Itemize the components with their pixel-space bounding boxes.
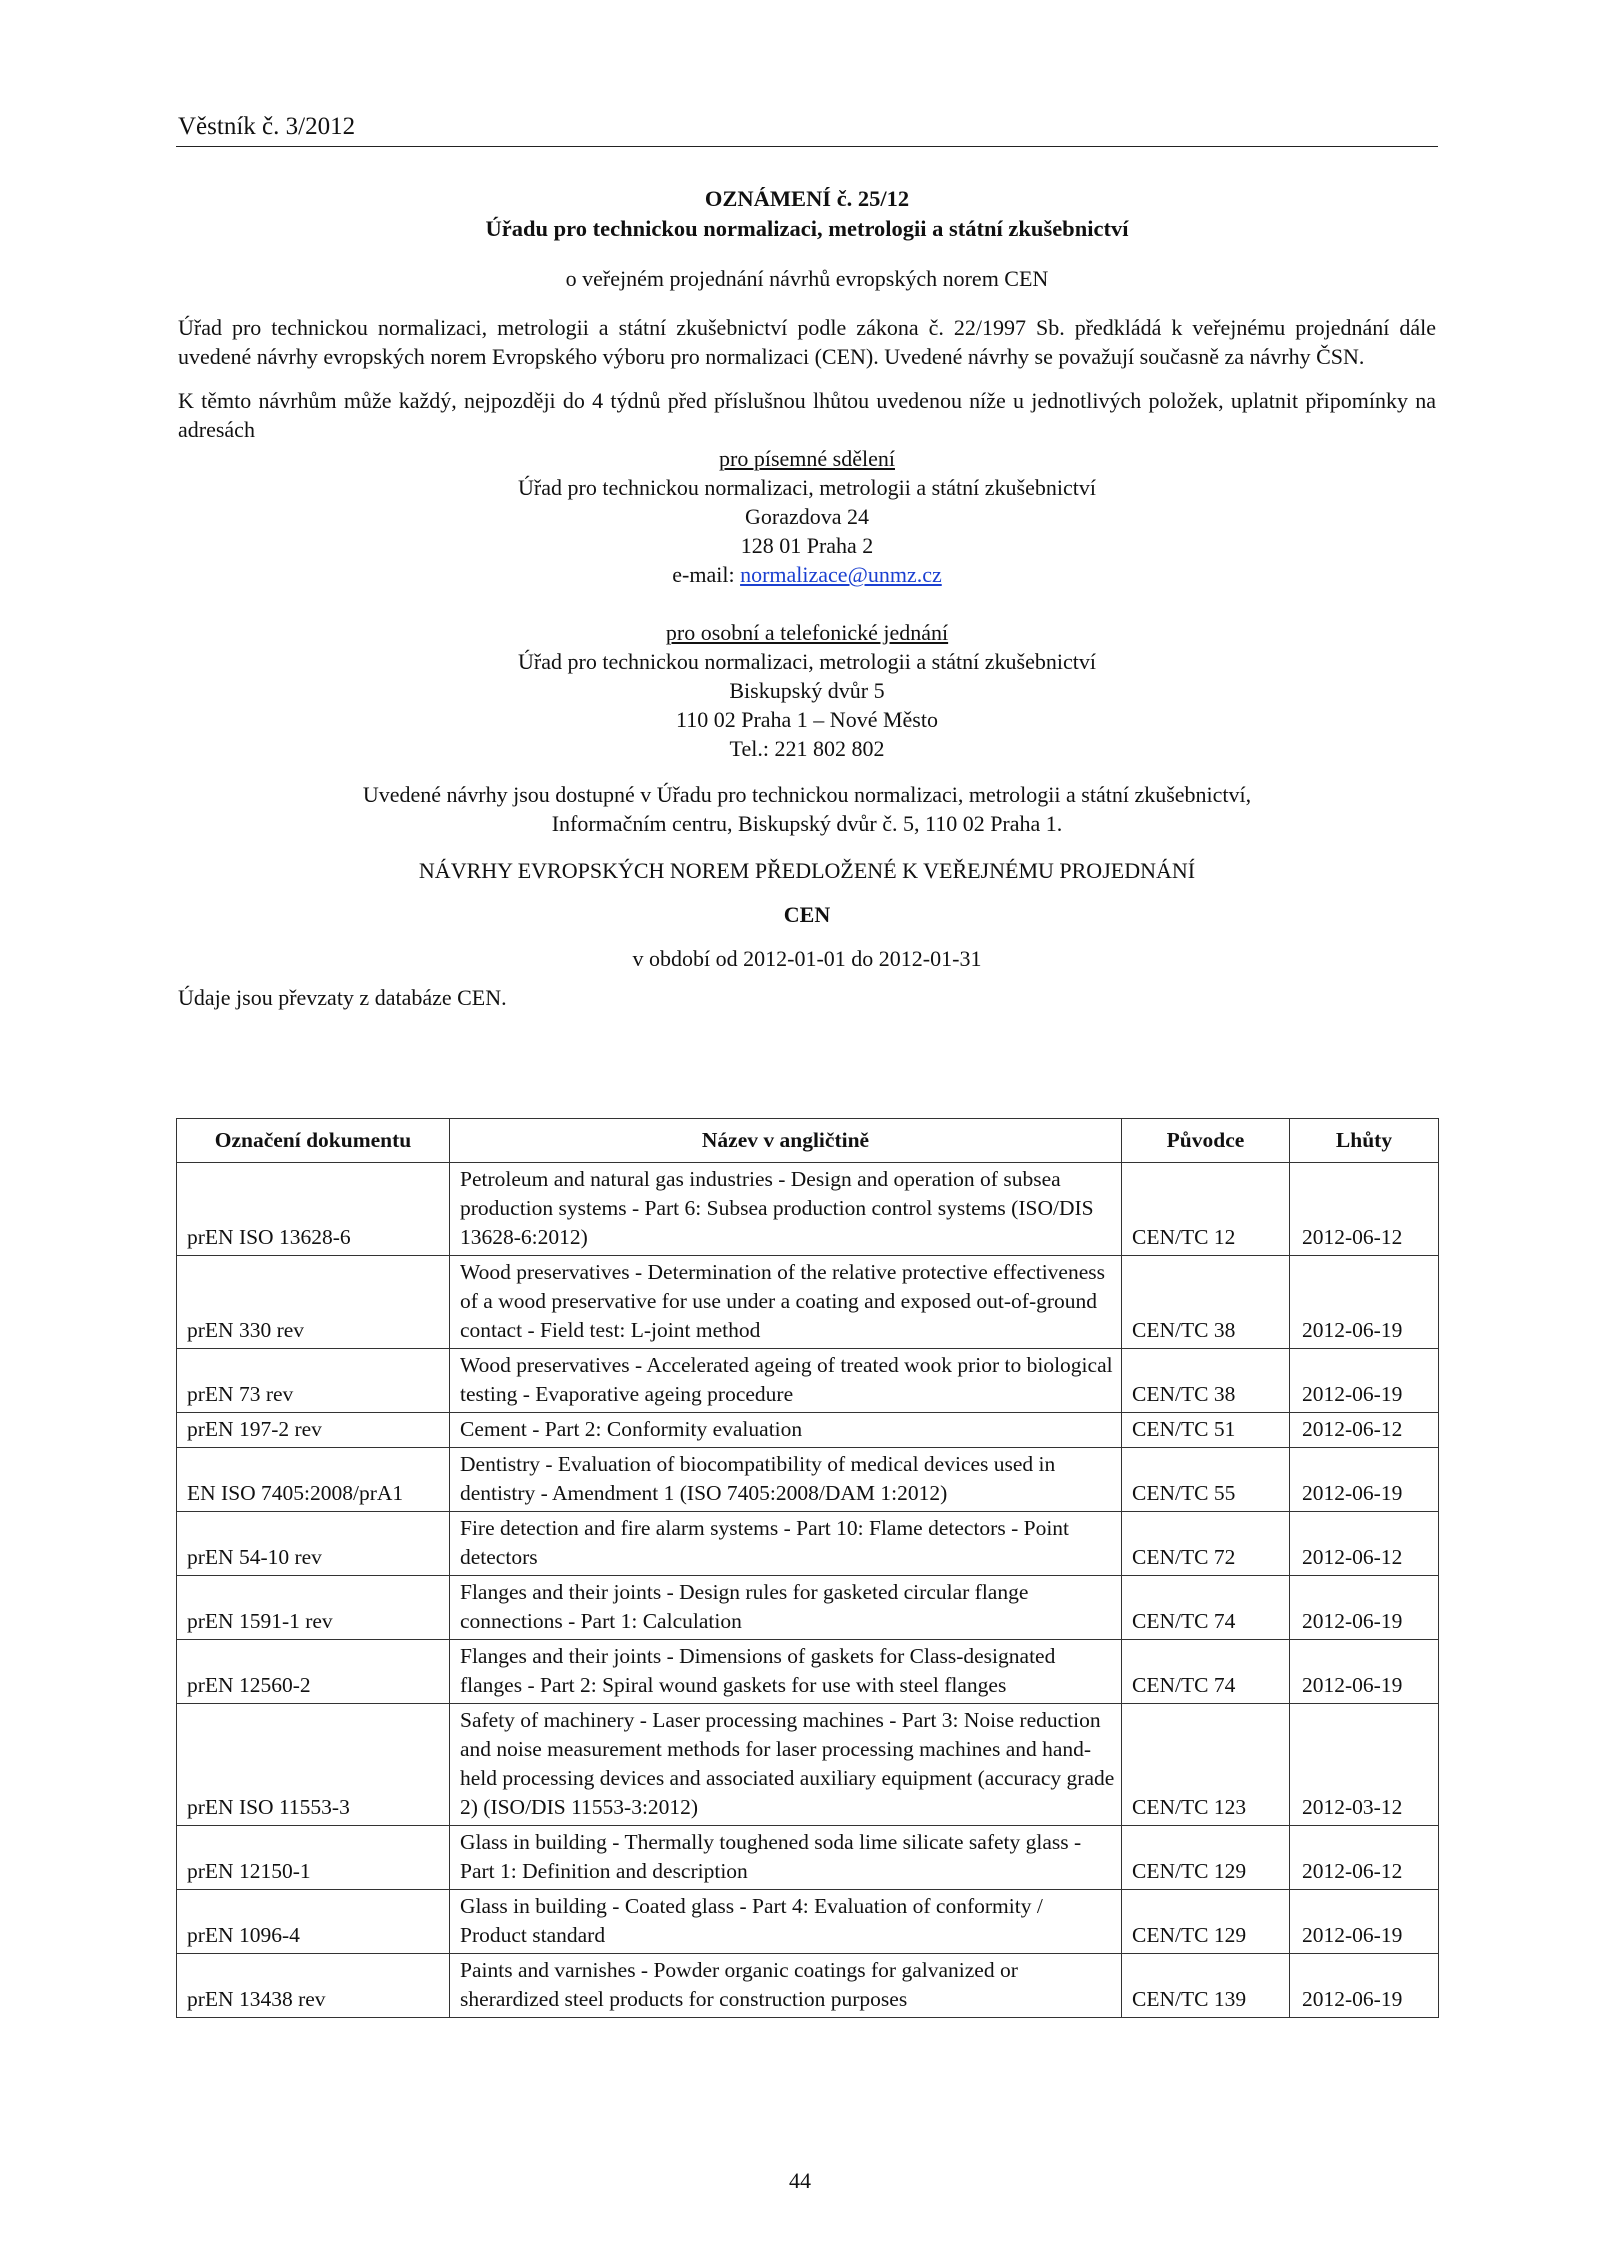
table-row <box>177 1256 1439 1349</box>
column-header-name: Název v angličtině <box>450 1119 1122 1163</box>
written-contact-city: 128 01 Praha 2 <box>740 533 874 558</box>
cell-document-id: prEN 1096-4 <box>177 1890 450 1954</box>
written-contact-email-line <box>178 560 1436 589</box>
email-label: e-mail: <box>672 562 741 587</box>
cell-document-name: Paints and varnishes - Powder organic coatings for galvanized or sherardized steel products for construction purposes <box>450 1954 1122 2018</box>
intro-paragraph: Úřad pro technickou normalizaci, metrologii a státní zkušebnictví podle zákona č. 22/1997 Sb. předkládá k veřejnému projednání dále uvedené návrhy evropských norem Evropského výboru pro normalizaci (CEN). Uvedené návrhy se považují současně za návrhy ČSN. <box>178 315 1436 369</box>
cell-origin: CEN/TC 139 <box>1122 1954 1290 2018</box>
cell-document-name: Safety of machinery - Laser processing machines - Part 3: Noise reduction and noise measurement methods for laser processing machines and hand-held processing devices and associated auxiliary equipment (accuracy grade 2) (ISO/DIS 11553-3:2012) <box>450 1704 1122 1826</box>
cell-deadline: 2012-06-12 <box>1290 1512 1439 1576</box>
announcement-title: OZNÁMENÍ č. 25/12 <box>704 186 910 211</box>
section-heading: NÁVRHY EVROPSKÝCH NOREM PŘEDLOŽENÉ K VEŘEJNÉMU PROJEDNÁNÍ <box>418 858 1196 883</box>
cell-document-id: prEN 54-10 rev <box>177 1512 450 1576</box>
table-row <box>177 1413 1439 1448</box>
cell-origin: CEN/TC 123 <box>1122 1704 1290 1826</box>
cell-deadline: 2012-06-19 <box>1290 1890 1439 1954</box>
cell-deadline: 2012-06-19 <box>1290 1640 1439 1704</box>
cell-origin: CEN/TC 129 <box>1122 1890 1290 1954</box>
cell-document-name: Cement - Part 2: Conformity evaluation <box>450 1413 1122 1448</box>
section-period: v období od 2012-01-01 do 2012-01-31 <box>632 946 982 971</box>
table-row <box>177 1576 1439 1640</box>
cell-origin: CEN/TC 38 <box>1122 1349 1290 1413</box>
written-contact-office: Úřad pro technickou normalizaci, metrologii a státní zkušebnictví <box>518 475 1096 500</box>
cell-origin: CEN/TC 51 <box>1122 1413 1290 1448</box>
cell-deadline: 2012-06-19 <box>1290 1954 1439 2018</box>
announcement-subject: o veřejném projednání návrhů evropských norem CEN <box>565 266 1049 291</box>
cell-deadline: 2012-06-12 <box>1290 1826 1439 1890</box>
header-rule <box>176 146 1438 147</box>
cell-document-name: Wood preservatives - Determination of the relative protective effectiveness of a wood preservative for use under a coating and exposed out-of-ground contact - Field test: L-joint method <box>450 1256 1122 1349</box>
table-row <box>177 1890 1439 1954</box>
table-row <box>177 1640 1439 1704</box>
personal-contact-heading: pro osobní a telefonické jednání <box>665 620 949 645</box>
cell-document-id: prEN 13438 rev <box>177 1954 450 2018</box>
cell-origin: CEN/TC 129 <box>1122 1826 1290 1890</box>
comments-paragraph: K těmto návrhům může každý, nejpozději do 4 týdnů před příslušnou lhůtou uvedenou níže u jednotlivých položek, uplatnit připomínky na adresách <box>178 388 1436 442</box>
cell-document-name: Fire detection and fire alarm systems - Part 10: Flame detectors - Point detectors <box>450 1512 1122 1576</box>
table-row <box>177 1954 1439 2018</box>
cell-origin: CEN/TC 72 <box>1122 1512 1290 1576</box>
announcement-issuer: Úřadu pro technickou normalizaci, metrologii a státní zkušebnictví <box>485 216 1129 241</box>
standards-table <box>176 1118 1439 2018</box>
table-row <box>177 1163 1439 1256</box>
cell-deadline: 2012-06-19 <box>1290 1256 1439 1349</box>
email-link[interactable]: normalizace@unmz.cz <box>740 562 942 587</box>
cell-deadline: 2012-06-19 <box>1290 1349 1439 1413</box>
cell-origin: CEN/TC 74 <box>1122 1576 1290 1640</box>
cell-document-id: prEN 12150-1 <box>177 1826 450 1890</box>
cell-document-id: prEN 197-2 rev <box>177 1413 450 1448</box>
written-contact-block <box>178 444 1436 589</box>
availability-line-1: Uvedené návrhy jsou dostupné v Úřadu pro technickou normalizaci, metrologii a státní zkušebnictví, <box>362 782 1252 807</box>
cell-origin: CEN/TC 74 <box>1122 1640 1290 1704</box>
written-contact-heading: pro písemné sdělení <box>719 446 895 471</box>
cell-deadline: 2012-06-12 <box>1290 1413 1439 1448</box>
cell-document-id: prEN 12560-2 <box>177 1640 450 1704</box>
personal-contact-block <box>178 618 1436 763</box>
availability-note <box>178 780 1436 838</box>
cell-document-name: Petroleum and natural gas industries - Design and operation of subsea production systems - Part 6: Subsea production control systems (ISO/DIS 13628-6:2012) <box>450 1163 1122 1256</box>
cell-document-id: prEN ISO 11553-3 <box>177 1704 450 1826</box>
column-header-origin: Původce <box>1122 1119 1290 1163</box>
table-row <box>177 1448 1439 1512</box>
cell-document-name: Wood preservatives - Accelerated ageing of treated wook prior to biological testing - Evaporative ageing procedure <box>450 1349 1122 1413</box>
cell-document-name: Glass in building - Coated glass - Part 4: Evaluation of conformity / Product standard <box>450 1890 1122 1954</box>
written-contact-street: Gorazdova 24 <box>744 504 869 529</box>
availability-line-2: Informačním centru, Biskupský dvůr č. 5, 110 02 Praha 1. <box>551 811 1063 836</box>
column-header-id: Označení dokumentu <box>177 1119 450 1163</box>
personal-contact-office: Úřad pro technickou normalizaci, metrologii a státní zkušebnictví <box>518 649 1096 674</box>
running-header: Věstník č. 3/2012 <box>178 113 356 140</box>
cell-origin: CEN/TC 12 <box>1122 1163 1290 1256</box>
cell-origin: CEN/TC 55 <box>1122 1448 1290 1512</box>
table-row <box>177 1826 1439 1890</box>
page-number: 44 <box>789 2168 811 2193</box>
table-body <box>177 1163 1439 2018</box>
cell-document-id: prEN 1591-1 rev <box>177 1576 450 1640</box>
cell-document-name: Flanges and their joints - Design rules for gasketed circular flange connections - Part 1: Calculation <box>450 1576 1122 1640</box>
cell-deadline: 2012-06-19 <box>1290 1576 1439 1640</box>
cell-document-id: prEN 330 rev <box>177 1256 450 1349</box>
section-body-name: CEN <box>783 902 831 927</box>
personal-contact-street: Biskupský dvůr 5 <box>729 678 885 703</box>
table-header-row <box>177 1119 1439 1163</box>
cell-document-id: prEN ISO 13628-6 <box>177 1163 450 1256</box>
personal-contact-phone: Tel.: 221 802 802 <box>729 736 885 761</box>
personal-contact-city: 110 02 Praha 1 – Nové Město <box>676 707 938 732</box>
cell-document-name: Glass in building - Thermally toughened soda lime silicate safety glass - Part 1: Definition and description <box>450 1826 1122 1890</box>
cell-deadline: 2012-06-19 <box>1290 1448 1439 1512</box>
table-row <box>177 1349 1439 1413</box>
cell-origin: CEN/TC 38 <box>1122 1256 1290 1349</box>
source-note: Údaje jsou převzaty z databáze CEN. <box>178 985 507 1010</box>
cell-deadline: 2012-06-12 <box>1290 1163 1439 1256</box>
column-header-deadline: Lhůty <box>1290 1119 1439 1163</box>
cell-document-name: Dentistry - Evaluation of biocompatibility of medical devices used in dentistry - Amendment 1 (ISO 7405:2008/DAM 1:2012) <box>450 1448 1122 1512</box>
announcement-body <box>178 184 1436 1013</box>
cell-document-id: EN ISO 7405:2008/prA1 <box>177 1448 450 1512</box>
table-row <box>177 1704 1439 1826</box>
table-row <box>177 1512 1439 1576</box>
cell-document-name: Flanges and their joints - Dimensions of gaskets for Class-designated flanges - Part 2: Spiral wound gaskets for use with steel flanges <box>450 1640 1122 1704</box>
cell-deadline: 2012-03-12 <box>1290 1704 1439 1826</box>
cell-document-id: prEN 73 rev <box>177 1349 450 1413</box>
